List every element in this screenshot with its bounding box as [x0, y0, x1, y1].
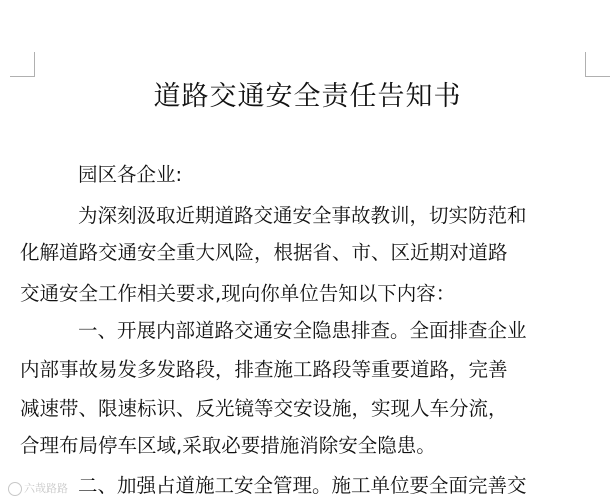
document-title: 道路交通安全责任告知书 [153, 81, 462, 112]
body-line: 交通安全工作相关要求,现向你单位告知以下内容： [20, 282, 456, 305]
page-margin-corner-top-left [10, 52, 35, 77]
body-line: 为深刻汲取近期道路交通安全事故教训，切实防范和 [78, 204, 527, 227]
salutation: 园区各企业: [78, 163, 183, 186]
watermark-text: 六哉路路 [24, 482, 68, 495]
body-line: 减速带、限速标识、反光镜等交安设施，实现人车分流， [20, 397, 508, 420]
body-line: 内部事故易发多发路段，排查施工路段等重要道路，完善 [20, 358, 508, 381]
watermark-logo-icon [8, 482, 22, 496]
body-line: 化解道路交通安全重大风险，根据省、市、区近期对道路 [20, 241, 508, 264]
body-line: 合理布局停车区域,采取必要措施消除安全隐患。 [20, 434, 436, 457]
body-line: 二、加强占道施工安全管理。施工单位要全面完善交 [78, 474, 527, 497]
body-line: 一、开展内部道路交通安全隐患排查。全面排查企业 [78, 319, 527, 342]
watermark [8, 482, 68, 496]
page-margin-corner-top-right [585, 52, 610, 77]
